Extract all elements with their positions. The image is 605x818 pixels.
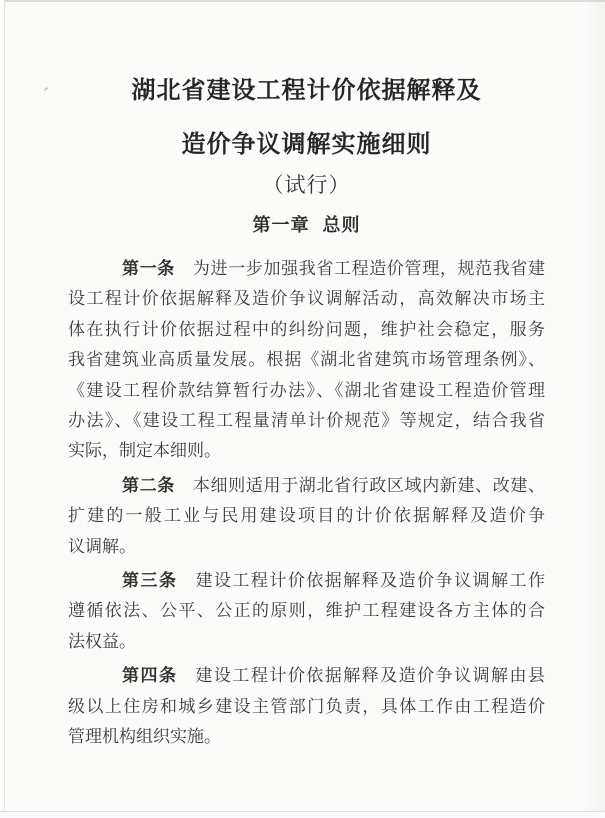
text-line: 遵循依法、公平、公正的原则，维护工程建设各方主体的合 bbox=[68, 601, 545, 621]
article-paragraph bbox=[68, 566, 545, 657]
articles-container bbox=[68, 254, 545, 753]
article-paragraph bbox=[68, 471, 545, 562]
article-label: 第二条 bbox=[122, 475, 175, 495]
scan-speck bbox=[44, 87, 48, 91]
scan-edge-right-shadow bbox=[583, 0, 605, 812]
document-title bbox=[68, 74, 545, 162]
text-line: 我省建筑业高质量发展。根据《湖北省建筑市场管理条例》、 bbox=[68, 350, 545, 370]
article-text: 本细则适用于湖北省行政区域内新建、改建、 bbox=[192, 475, 545, 495]
document-title-line-1: 湖北省建设工程计价依据解释及 bbox=[131, 78, 482, 104]
text-line: 扩建的一般工业与民用建设项目的计价依据解释及造价争 bbox=[68, 506, 545, 526]
text-line: 体在执行计价依据过程中的纠纷问题，维护社会稳定，服务 bbox=[68, 319, 545, 339]
text-line bbox=[68, 661, 545, 691]
text-line: 级以上住房和城乡建设主管部门负责，具体工作由工程造价 bbox=[68, 696, 545, 716]
text-line: 议调解。 bbox=[68, 536, 136, 556]
scan-bottom-strip bbox=[0, 812, 605, 818]
text-line: 实际，制定本细则。 bbox=[68, 441, 221, 461]
chapter-heading: 第一章 总则 bbox=[252, 215, 361, 235]
text-line: 法权益。 bbox=[68, 631, 136, 651]
document-subtitle: （试行） bbox=[262, 173, 351, 197]
article-label: 第四条 bbox=[122, 666, 178, 686]
scan-edge-top bbox=[0, 0, 605, 2]
text-line bbox=[68, 471, 545, 501]
article-text: 为进一步加强我省工程造价管理，规范我省建 bbox=[192, 259, 545, 278]
article-text: 建设工程计价依据解释及造价争议调解工作 bbox=[195, 571, 545, 591]
scan-edge-left bbox=[0, 0, 5, 818]
document-title-line-2: 造价争议调解实施细则 bbox=[181, 132, 432, 158]
text-line bbox=[68, 566, 545, 596]
article-label: 第一条 bbox=[122, 259, 175, 278]
document-content bbox=[68, 0, 545, 757]
article-label: 第三条 bbox=[122, 571, 178, 591]
article-paragraph bbox=[68, 254, 545, 467]
text-line: 设工程计价依据解释及造价争议调解活动，高效解决市场主 bbox=[68, 289, 545, 309]
article-paragraph bbox=[68, 661, 545, 752]
article-text: 建设工程计价依据解释及造价争议调解由县 bbox=[195, 666, 545, 686]
text-line: 《建设工程价款结算暂行办法》、《湖北省建设工程造价管理 bbox=[68, 380, 545, 400]
text-line: 办法》、《建设工程工程量清单计价规范》等规定，结合我省 bbox=[68, 411, 545, 431]
text-line bbox=[68, 254, 545, 284]
text-line: 管理机构组织实施。 bbox=[68, 727, 221, 747]
